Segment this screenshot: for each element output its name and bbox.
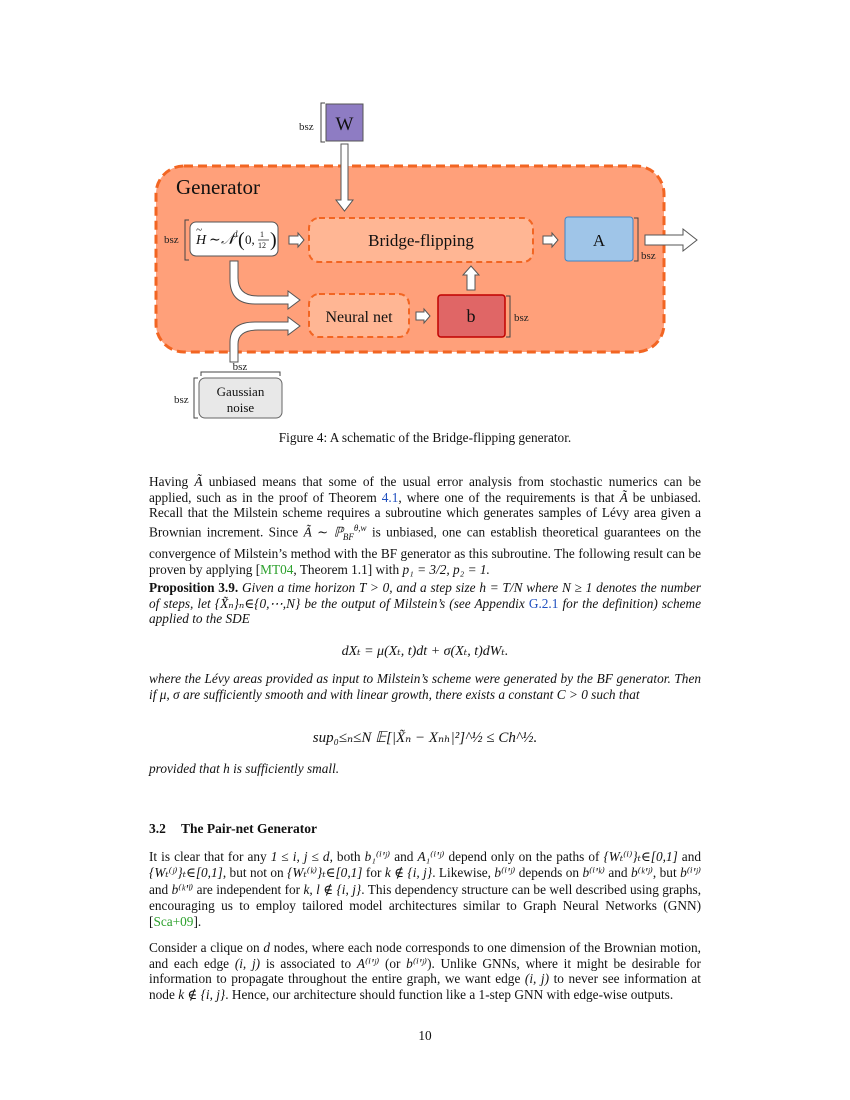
bridge-flipping-label: Bridge-flipping xyxy=(368,231,474,250)
convergence-inequality: sup₀≤ₙ≤N 𝔼[|X̃ₙ − Xₙₕ|²]^½ ≤ Ch^½. xyxy=(312,730,538,746)
b-label: b xyxy=(466,306,476,326)
svg-text:𝒩: 𝒩 xyxy=(221,233,235,248)
appendix-link[interactable]: G.2.1 xyxy=(528,595,559,611)
citation-mt04[interactable]: MT04 xyxy=(260,561,294,577)
svg-text:d: d xyxy=(233,229,238,239)
svg-text:): ) xyxy=(270,229,277,251)
section-number: 3.2 xyxy=(149,821,166,836)
h-bsz-label: bsz xyxy=(164,234,179,246)
section-heading xyxy=(149,821,317,837)
paragraph-dependency: It is clear that for any 1 ≤ i, j ≤ d, both b₁⁽ⁱ'ʲ⁾ and A₁⁽ⁱ'ʲ⁾ depend only on the paths of {Wₜ⁽ⁱ⁾}ₜ∈[0,1] and {Wₜ⁽ʲ⁾}ₜ∈[0,1], but not on {Wₜ⁽ᵏ⁾}ₜ∈[0,1] for k ∉ {i, j}. Likewise, b⁽ⁱ'ʲ⁾ depends on b⁽ⁱ'ᵏ⁾ and b⁽ᵏ'ʲ⁾, but b⁽ⁱ'ʲ⁾ and b⁽ᵏ'ˡ⁾ are independent for k, l ∉ {i, j}. This dependency structure can be well described using graphs, encouraging us to employ tailored model architectures similar to Graph Neural Networks (GNN) [Sca+09]. xyxy=(149,849,702,930)
paragraph-clique: Consider a clique on d nodes, where each node corresponds to one dimension of the Brownian motion, and each edge (i, j) is associated to A⁽ⁱ'ʲ⁾ (or b⁽ⁱ'ʲ⁾). Unlike GNNs, where it might be desirable for information to propagate throughout the entire graph, we want edge (i, j) to never see information at node k ∉ {i, j}. Hence, our architecture should function like a 1-step GNN with edge-wise outputs. xyxy=(149,940,701,1003)
svg-text:H: H xyxy=(196,233,207,248)
theorem-link[interactable]: 4.1 xyxy=(381,489,399,505)
svg-text:0,: 0, xyxy=(245,232,255,247)
proposition-3-9: Proposition 3.9. Given a time horizon T > 0, and a step size h = T/N where N ≥ 1 denotes the number of steps, let {X̃ₙ}ₙ∈{0,⋯,N} be the output of Milstein’s (see Appendix G.2.1 for the definition) scheme applied to the SDE xyxy=(149,580,702,627)
citation-sca09[interactable]: Sca+09 xyxy=(153,914,194,930)
noise-top-bsz-label: bsz xyxy=(232,361,248,373)
noise-label-line1: Gaussian xyxy=(216,384,265,399)
w-bsz-label: bsz xyxy=(299,121,314,133)
proposition-end: provided that h is sufficiently small. xyxy=(149,761,340,776)
b-bsz-label: bsz xyxy=(514,312,529,324)
proposition-label: Proposition 3.9. xyxy=(149,580,239,595)
svg-text:12: 12 xyxy=(258,241,266,250)
figure-caption: Figure 4: A schematic of the Bridge-flipping generator. xyxy=(278,430,572,445)
proposition-continued: where the Lévy areas provided as input to Milstein’s scheme were generated by the BF generator. Then if μ, σ are sufficiently smooth and with linear growth, there exists a constant C > 0 such that xyxy=(149,671,701,702)
paragraph-unbiased: Having Ã unbiased means that some of the usual error analysis from stochastic numerics can be applied, such as in the proof of Theorem 4.1, where one of the requirements is that Ã be unbiased. Recall that the Milstein scheme requires a subroutine which generates samples of Lévy area given a Brownian increment. Since Ã ∼ ℙ$_{BF}^{\theta,w}$ is unbiased, one can establish theoretical guarantees on the convergence of Milstein’s method with the BF generator as this subroutine. The following result can be proven by applying [MT04, Theorem 1.1] with p₁ = 3/2, p₂ = 1. xyxy=(149,474,702,577)
w-label: W xyxy=(335,114,354,135)
svg-text:(: ( xyxy=(238,229,245,251)
page-number: 10 xyxy=(418,1028,432,1043)
sde-equation: dXₜ = μ(Xₜ, t)dt + σ(Xₜ, t)dWₜ. xyxy=(341,644,509,659)
generator-label: Generator xyxy=(176,175,260,199)
section-title: The Pair-net Generator xyxy=(181,821,317,836)
bridge-flipping-figure xyxy=(0,0,850,430)
neural-net-label: Neural net xyxy=(325,309,393,326)
a-label: A xyxy=(592,231,606,250)
a-bsz-label: bsz xyxy=(641,250,656,262)
noise-left-bsz-label: bsz xyxy=(174,394,189,406)
noise-label-line2: noise xyxy=(226,400,255,415)
svg-text:~: ~ xyxy=(196,224,202,236)
svg-text:∼: ∼ xyxy=(209,233,221,248)
svg-text:1: 1 xyxy=(260,230,264,239)
